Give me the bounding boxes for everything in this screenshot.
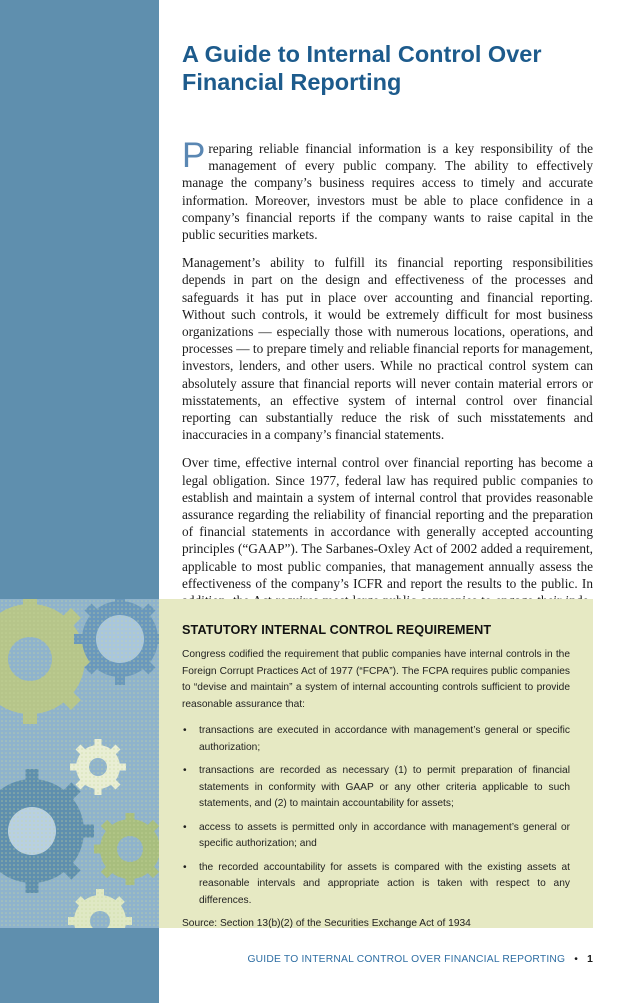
- list-item: [182, 763, 570, 813]
- list-item-text: transactions are recorded as necessary (1) to permit preparation of financial statements in conformity with GAAP or any other criteria applicable to such statements, and (2) to maintain accountability for assets;: [199, 765, 570, 809]
- body-text: [182, 136, 593, 637]
- sidebox-heading: STATUTORY INTERNAL CONTROL REQUIREMENT: [182, 623, 492, 637]
- page-number: 1: [587, 954, 593, 965]
- intro-paragraph-1: [182, 136, 593, 243]
- list-item-text: access to assets is permitted only in accordance with management’s general or specific authorization; and: [199, 821, 570, 849]
- intro-paragraph-3: Over time, effective internal control over financial reporting has become a legal obligation. Since 1977, federal law has required public companies to establish and maintain a system of internal control that provides reasonable assurance regarding the reliability of financial reporting and the preparation of financial statements in accordance with generally accepted accounting principles (“GAAP”). The Sarbanes-Oxley Act of 2002 added a requirement, applicable to most public companies, that management annually assess the effectiveness of the company’s ICFR and report the results to the public. In: [182, 455, 593, 591]
- list-item: [182, 820, 570, 853]
- sidebox-source: Source: Section 13(b)(2) of the Securities Exchange Act of 1934: [182, 918, 471, 929]
- page-footer: [159, 954, 593, 965]
- statutory-requirement-sidebox: [159, 599, 593, 928]
- list-item-text: the recorded accountability for assets is compared with the existing assets at reasonable intervals and appropriate action is taken with respect to any differences.: [199, 861, 570, 906]
- sidebox-content: [182, 623, 570, 933]
- bullet-icon: •: [183, 861, 187, 873]
- bullet-icon: •: [183, 821, 187, 833]
- intro-paragraph-1-text: reparing reliable financial information is a key responsibility of the management of every public company. The ability to effectively manage the company’s business requires access to timely and accurate information. Moreover, investors must be able to place confidence in a company’s financial reports if the company wants to raise capital in the public securities markets.: [182, 141, 593, 243]
- list-item-text: transactions are executed in accordance with management’s general or specific authorization;: [199, 725, 570, 753]
- list-item: [182, 723, 570, 756]
- sidebox-intro: Congress codified the requirement that public companies have internal controls in the Foreign Corrupt Practices Act of 1977 (“FCPA”). The FCPA requires public companies to “devise and maintain” a system of internal accounting controls sufficient to provide reasonable assurance that:: [182, 649, 570, 710]
- list-item: [182, 860, 570, 910]
- drop-cap: P: [182, 136, 206, 175]
- gears-illustration: [0, 599, 159, 928]
- bullet-icon: •: [183, 725, 187, 736]
- running-title: GUIDE TO INTERNAL CONTROL OVER FINANCIAL REPORTING: [247, 954, 566, 965]
- footer-separator: •: [574, 954, 579, 965]
- page-title: A Guide to Internal Control Over Financial Reporting: [182, 41, 542, 95]
- requirement-list: [182, 723, 570, 909]
- bullet-icon: •: [183, 765, 187, 776]
- intro-paragraph-2: Management’s ability to fulfill its financial reporting responsibilities depends in part on the design and effectiveness of the processes and safeguards it has put in place over accounting and financial reporting. Without such controls, it would be extremely difficult for most business organizations — especially those with numerous locations, operations, and processes — to prepare timely and reliable financial reports for management, investors, lenders, and other users. While no practical control system can absolutely assure that financial reports will never contain material errors or misstatements, an effective system of internal control over financial reporting can substantially reduce the risk of such misstatements and inaccuracies in a company’s financial statements.: [182, 255, 593, 443]
